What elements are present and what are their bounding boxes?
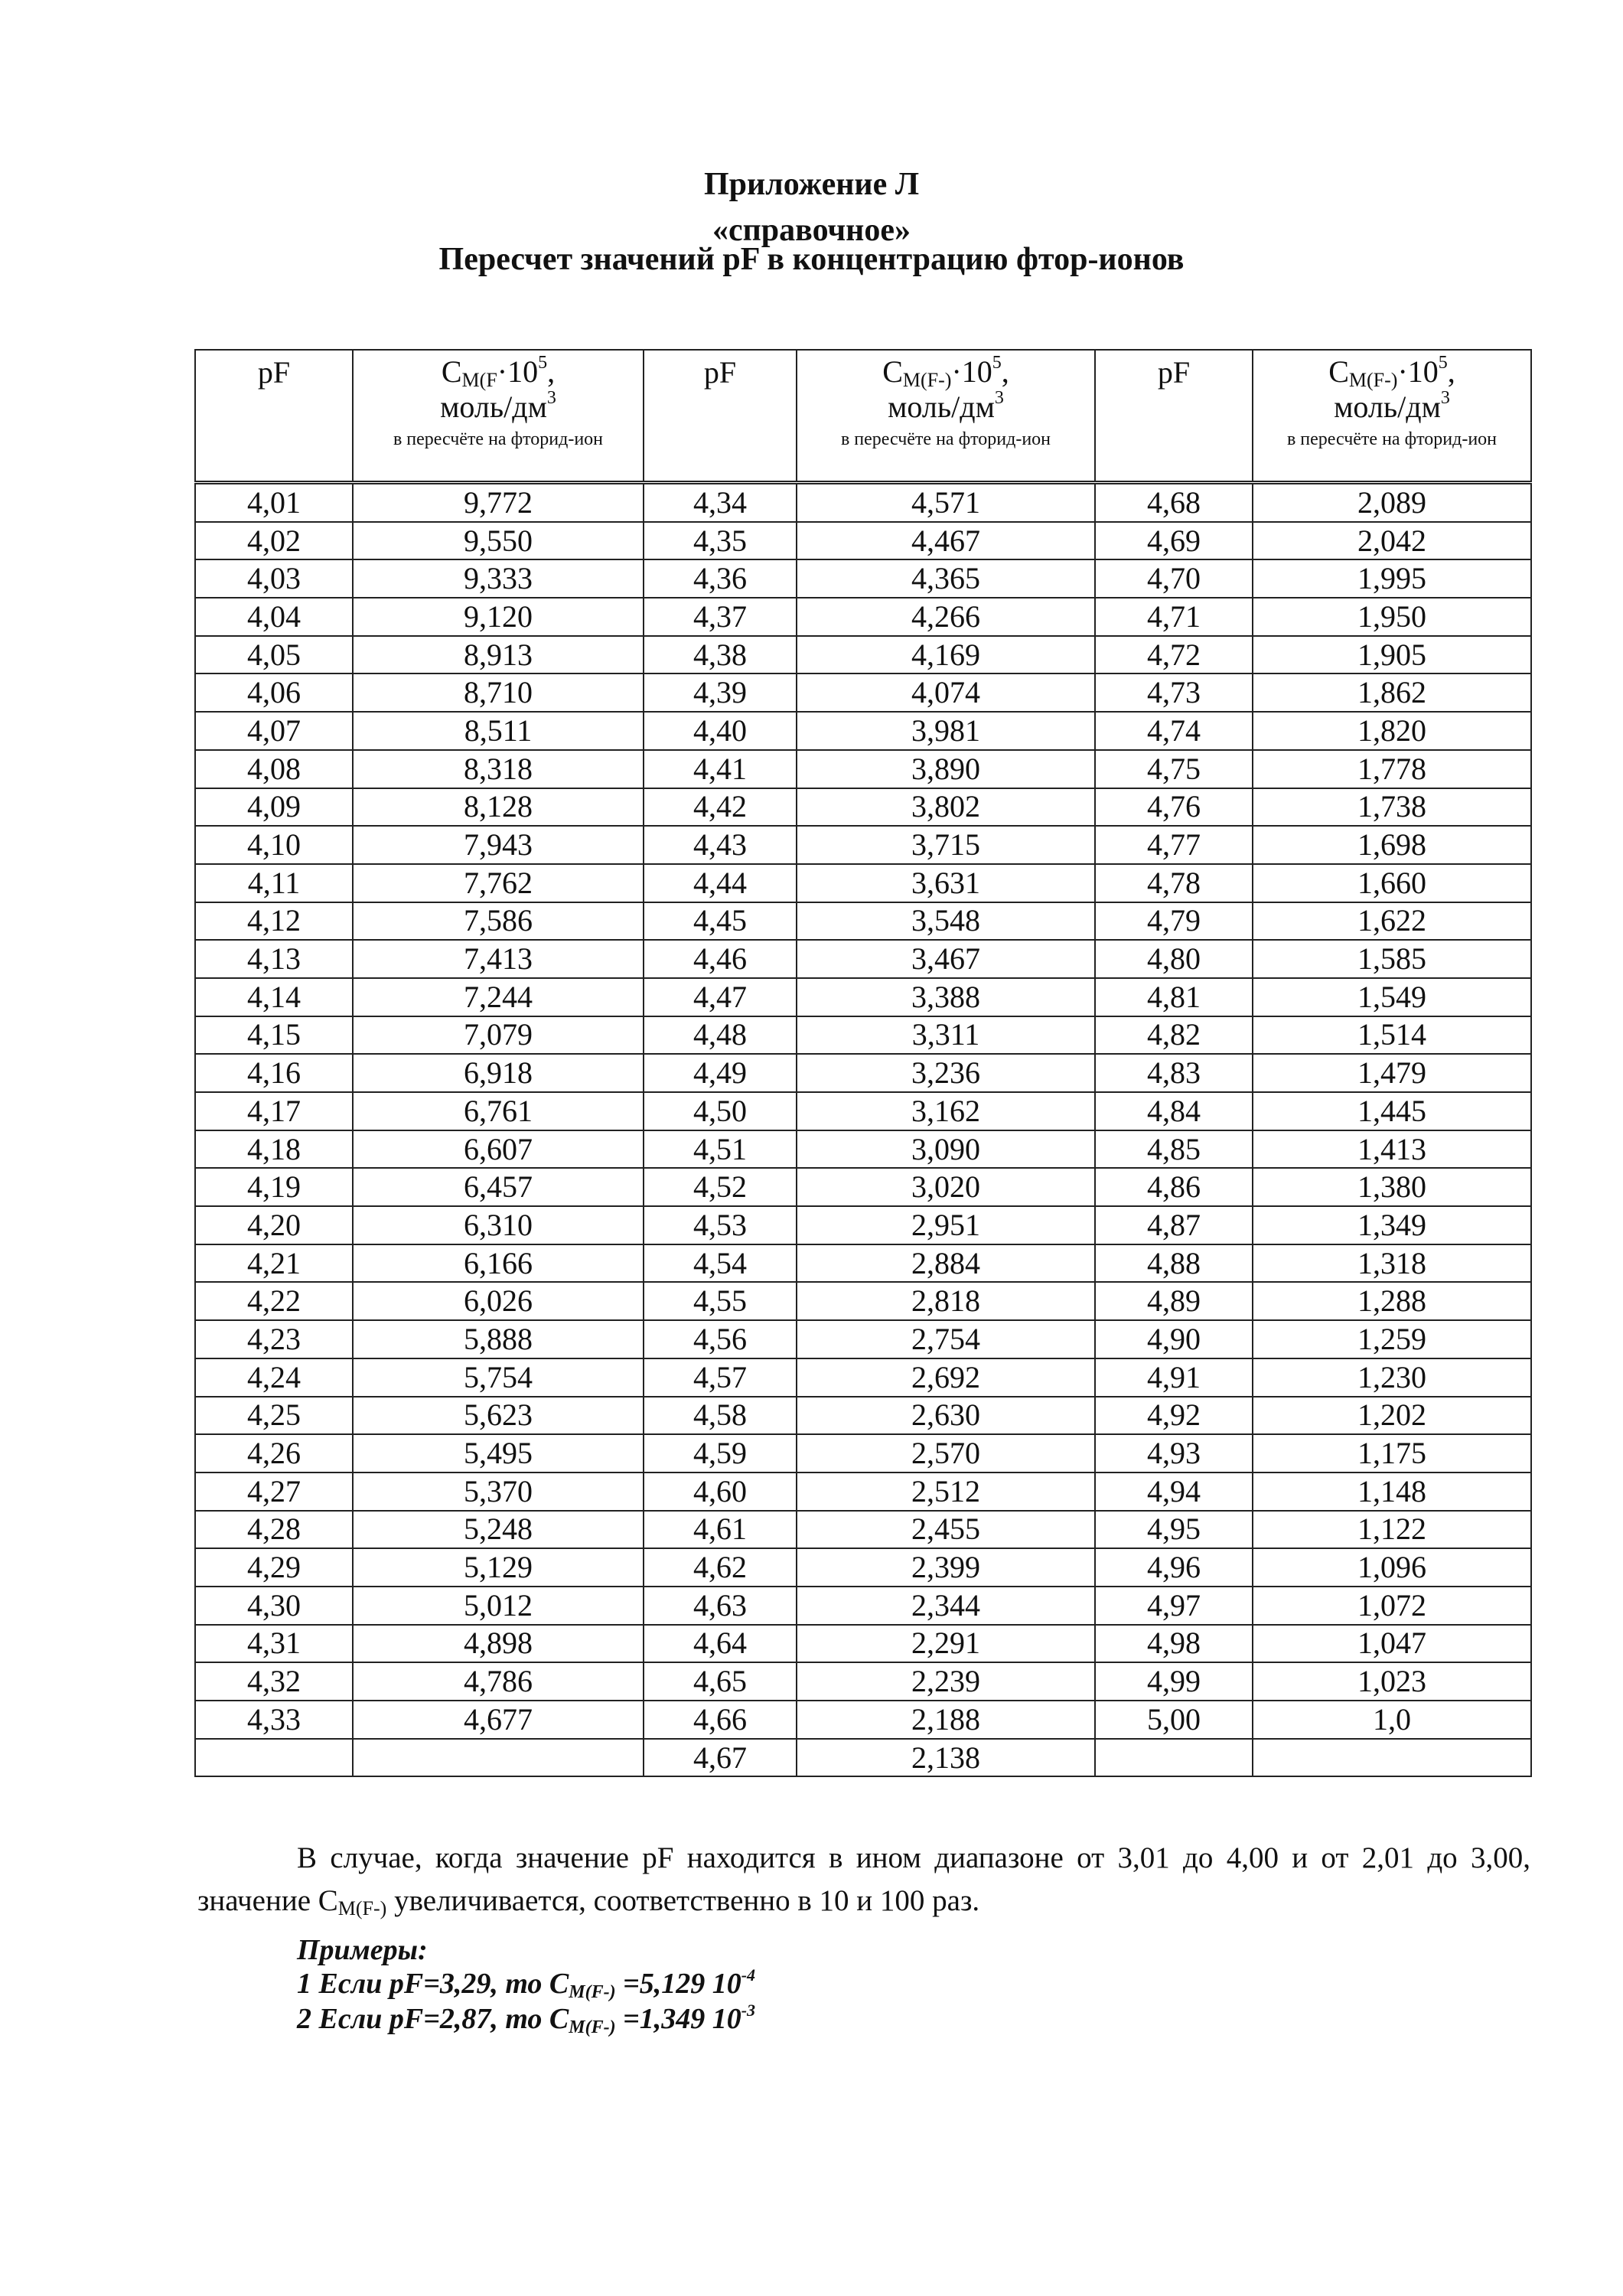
- appendix-title: Приложение Л: [703, 167, 920, 202]
- cell-pf3: 4,79: [1095, 902, 1253, 941]
- cell-c2: 2,754: [797, 1320, 1095, 1358]
- cell-c1: 5,754: [353, 1358, 644, 1397]
- table-row: [195, 1739, 1531, 1777]
- example-1: 1 Если pF=3,29, то $C_{M(F-)} =5,129$ $10^{-4}$: [297, 1965, 756, 2002]
- cell-c2: 2,455: [797, 1511, 1095, 1549]
- cell-pf2: 4,57: [644, 1358, 797, 1397]
- table-row: [195, 750, 1531, 788]
- cell-c2: 2,692: [797, 1358, 1095, 1397]
- cell-c3: 1,738: [1253, 788, 1531, 827]
- cell-pf3: 4,68: [1095, 483, 1253, 522]
- cell-c1: 6,026: [353, 1282, 644, 1320]
- cell-pf3: 4,70: [1095, 559, 1253, 598]
- cell-pf1: 4,02: [195, 522, 353, 560]
- cell-pf3: 4,80: [1095, 940, 1253, 978]
- table-row: [195, 1016, 1531, 1055]
- cell-c2: 3,981: [797, 712, 1095, 750]
- table-row: [195, 1473, 1531, 1511]
- cell-pf1: 4,33: [195, 1701, 353, 1739]
- cell-c3: 1,288: [1253, 1282, 1531, 1320]
- cell-c2: 3,388: [797, 978, 1095, 1016]
- cell-c2: 4,467: [797, 522, 1095, 560]
- cell-c3: 1,660: [1253, 864, 1531, 902]
- example-2: 2 Если pF=2,87, то $C_{M(F-)} =1,349$ $10^{-3}$: [297, 2001, 756, 2037]
- cell-pf2: 4,66: [644, 1701, 797, 1739]
- cell-c2: 3,802: [797, 788, 1095, 827]
- cell-pf2: 4,46: [644, 940, 797, 978]
- cell-pf1: 4,08: [195, 750, 353, 788]
- cell-pf1: 4,05: [195, 636, 353, 674]
- table-row: [195, 1434, 1531, 1473]
- cell-pf3: 4,84: [1095, 1092, 1253, 1130]
- appendix-status: «справочное»: [712, 213, 911, 248]
- table-caption: Пересчет значений pF в концентрацию фтор-ионов: [438, 242, 1185, 277]
- cell-pf3: 4,91: [1095, 1358, 1253, 1397]
- cell-pf3: 4,90: [1095, 1320, 1253, 1358]
- cell-c1: 6,918: [353, 1054, 644, 1092]
- cell-pf2: 4,61: [644, 1511, 797, 1549]
- cell-c1: 7,762: [353, 864, 644, 902]
- cell-pf2: 4,50: [644, 1092, 797, 1130]
- table-row: [195, 1244, 1531, 1283]
- cell-pf3: 4,99: [1095, 1662, 1253, 1701]
- cell-pf1: 4,16: [195, 1054, 353, 1092]
- cell-pf2: 4,54: [644, 1244, 797, 1283]
- cell-pf3: 4,97: [1095, 1587, 1253, 1625]
- cell-c3: 1,778: [1253, 750, 1531, 788]
- cell-c1: 9,333: [353, 559, 644, 598]
- cell-pf3: 4,96: [1095, 1548, 1253, 1587]
- header-concentration-2: $C_{M(F-)}\cdot 10^5$, моль/$дм^3$ в пересчёте на фторид-ион: [797, 350, 1095, 483]
- cell-c3: 1,413: [1253, 1130, 1531, 1169]
- cell-pf2: 4,41: [644, 750, 797, 788]
- cell-c3: 1,259: [1253, 1320, 1531, 1358]
- table-row: [195, 788, 1531, 827]
- cell-pf1: 4,13: [195, 940, 353, 978]
- cell-pf1: 4,30: [195, 1587, 353, 1625]
- cell-c2: 3,236: [797, 1054, 1095, 1092]
- cell-pf3: 4,83: [1095, 1054, 1253, 1092]
- cell-c3: 1,096: [1253, 1548, 1531, 1587]
- cell-c2: 4,169: [797, 636, 1095, 674]
- cell-pf3: [1095, 1739, 1253, 1777]
- cell-pf3: 4,92: [1095, 1397, 1253, 1435]
- cell-pf1: 4,32: [195, 1662, 353, 1701]
- conversion-table: [194, 349, 1532, 1777]
- table-row: [195, 1320, 1531, 1358]
- header-pf-2: pF: [644, 350, 797, 483]
- cell-pf2: 4,40: [644, 712, 797, 750]
- table-row: [195, 1168, 1531, 1206]
- cell-c2: 3,631: [797, 864, 1095, 902]
- cell-c2: 3,162: [797, 1092, 1095, 1130]
- cell-c2: 3,548: [797, 902, 1095, 941]
- cell-c2: 2,188: [797, 1701, 1095, 1739]
- cell-c3: 1,349: [1253, 1206, 1531, 1244]
- cell-c1: 8,710: [353, 673, 644, 712]
- cell-pf2: 4,55: [644, 1282, 797, 1320]
- cell-pf1: 4,25: [195, 1397, 353, 1435]
- cell-pf2: 4,49: [644, 1054, 797, 1092]
- header-concentration-1: $C_{M(F}\cdot 10^5$, моль/$дм^3$ в пересчёте на фторид-ион: [353, 350, 644, 483]
- cell-pf1: 4,27: [195, 1473, 353, 1511]
- header-concentration-3: $C_{M(F-)}\cdot 10^5$, моль/$дм^3$ в пересчёте на фторид-ион: [1253, 350, 1531, 483]
- cell-c3: 1,380: [1253, 1168, 1531, 1206]
- cell-pf2: 4,36: [644, 559, 797, 598]
- cell-c1: 6,761: [353, 1092, 644, 1130]
- cell-pf2: 4,52: [644, 1168, 797, 1206]
- cell-c3: 1,820: [1253, 712, 1531, 750]
- table-row: [195, 483, 1531, 522]
- cell-pf3: 4,74: [1095, 712, 1253, 750]
- cell-pf2: 4,47: [644, 978, 797, 1016]
- cell-c3: 1,202: [1253, 1397, 1531, 1435]
- cell-pf3: 4,76: [1095, 788, 1253, 827]
- cell-c1: 5,495: [353, 1434, 644, 1473]
- cell-c1: 4,898: [353, 1625, 644, 1663]
- cell-pf3: 4,69: [1095, 522, 1253, 560]
- cell-pf1: 4,04: [195, 598, 353, 636]
- cell-pf1: 4,01: [195, 483, 353, 522]
- cell-pf3: 4,78: [1095, 864, 1253, 902]
- cell-c1: [353, 1739, 644, 1777]
- cell-pf2: 4,51: [644, 1130, 797, 1169]
- table-header-row: [195, 350, 1531, 483]
- cell-c2: 2,951: [797, 1206, 1095, 1244]
- cell-c3: 1,905: [1253, 636, 1531, 674]
- cell-pf1: 4,17: [195, 1092, 353, 1130]
- cell-pf1: 4,12: [195, 902, 353, 941]
- cell-c3: 1,549: [1253, 978, 1531, 1016]
- cell-pf3: 4,94: [1095, 1473, 1253, 1511]
- cell-pf2: 4,64: [644, 1625, 797, 1663]
- cell-pf3: 4,86: [1095, 1168, 1253, 1206]
- examples-title: Примеры:: [297, 1934, 428, 1966]
- cell-pf2: 4,42: [644, 788, 797, 827]
- cell-c2: 3,090: [797, 1130, 1095, 1169]
- cell-pf3: 4,95: [1095, 1511, 1253, 1549]
- cell-c1: 7,244: [353, 978, 644, 1016]
- cell-pf3: 4,71: [1095, 598, 1253, 636]
- table-row: [195, 826, 1531, 864]
- cell-pf2: 4,39: [644, 673, 797, 712]
- cell-c3: 1,148: [1253, 1473, 1531, 1511]
- cell-pf1: 4,14: [195, 978, 353, 1016]
- cell-pf3: 4,72: [1095, 636, 1253, 674]
- cell-pf2: 4,62: [644, 1548, 797, 1587]
- table-row: [195, 636, 1531, 674]
- cell-pf1: 4,19: [195, 1168, 353, 1206]
- cell-c1: 9,772: [353, 483, 644, 522]
- cell-pf1: 4,22: [195, 1282, 353, 1320]
- cell-pf1: 4,03: [195, 559, 353, 598]
- cell-c3: 1,622: [1253, 902, 1531, 941]
- cell-pf2: 4,44: [644, 864, 797, 902]
- table-row: [195, 598, 1531, 636]
- cell-c2: 2,239: [797, 1662, 1095, 1701]
- cell-c1: 6,166: [353, 1244, 644, 1283]
- cell-pf2: 4,48: [644, 1016, 797, 1055]
- cell-pf3: 4,98: [1095, 1625, 1253, 1663]
- table-row: [195, 1282, 1531, 1320]
- cell-c1: 4,677: [353, 1701, 644, 1739]
- cell-pf3: 4,89: [1095, 1282, 1253, 1320]
- cell-pf3: 4,85: [1095, 1130, 1253, 1169]
- cell-pf3: 4,82: [1095, 1016, 1253, 1055]
- cell-pf1: 4,29: [195, 1548, 353, 1587]
- table-row: [195, 712, 1531, 750]
- cell-c3: 1,122: [1253, 1511, 1531, 1549]
- cell-c3: 1,950: [1253, 598, 1531, 636]
- cell-pf1: 4,28: [195, 1511, 353, 1549]
- cell-c3: 2,042: [1253, 522, 1531, 560]
- cell-pf2: 4,43: [644, 826, 797, 864]
- cell-c3: 1,175: [1253, 1434, 1531, 1473]
- cell-c3: [1253, 1739, 1531, 1777]
- table-row: [195, 673, 1531, 712]
- cell-c3: 1,995: [1253, 559, 1531, 598]
- cell-c3: 1,514: [1253, 1016, 1531, 1055]
- cell-c1: 8,913: [353, 636, 644, 674]
- table-body: [195, 483, 1531, 1777]
- table-row: [195, 1511, 1531, 1549]
- cell-c2: 2,630: [797, 1397, 1095, 1435]
- cell-pf1: 4,26: [195, 1434, 353, 1473]
- cell-c3: 2,089: [1253, 483, 1531, 522]
- cell-c1: 5,370: [353, 1473, 644, 1511]
- cell-pf2: 4,58: [644, 1397, 797, 1435]
- table-row: [195, 1662, 1531, 1701]
- cell-c2: 3,890: [797, 750, 1095, 788]
- cell-c3: 1,047: [1253, 1625, 1531, 1663]
- cell-pf3: 4,87: [1095, 1206, 1253, 1244]
- cell-c2: 2,512: [797, 1473, 1095, 1511]
- cell-pf2: 4,34: [644, 483, 797, 522]
- cell-c2: 4,074: [797, 673, 1095, 712]
- cell-c1: 7,943: [353, 826, 644, 864]
- table-row: [195, 864, 1531, 902]
- header-pf-3: pF: [1095, 350, 1253, 483]
- cell-pf1: 4,24: [195, 1358, 353, 1397]
- cell-pf2: 4,59: [644, 1434, 797, 1473]
- table-row: [195, 522, 1531, 560]
- cell-c2: 4,571: [797, 483, 1095, 522]
- cell-c2: 2,570: [797, 1434, 1095, 1473]
- cell-c1: 8,318: [353, 750, 644, 788]
- cell-c1: 7,413: [353, 940, 644, 978]
- cell-pf1: 4,31: [195, 1625, 353, 1663]
- table-row: [195, 1397, 1531, 1435]
- table-row: [195, 1054, 1531, 1092]
- table-row: [195, 1358, 1531, 1397]
- cell-pf3: 4,93: [1095, 1434, 1253, 1473]
- cell-c1: 6,607: [353, 1130, 644, 1169]
- cell-c3: 1,0: [1253, 1701, 1531, 1739]
- cell-c1: 6,457: [353, 1168, 644, 1206]
- cell-pf1: 4,10: [195, 826, 353, 864]
- table-row: [195, 1701, 1531, 1739]
- cell-c3: 1,479: [1253, 1054, 1531, 1092]
- cell-c1: 6,310: [353, 1206, 644, 1244]
- cell-pf2: 4,65: [644, 1662, 797, 1701]
- table-row: [195, 1130, 1531, 1169]
- cell-c2: 2,344: [797, 1587, 1095, 1625]
- cell-pf2: 4,35: [644, 522, 797, 560]
- cell-c2: 2,399: [797, 1548, 1095, 1587]
- cell-pf2: 4,37: [644, 598, 797, 636]
- cell-c2: 2,884: [797, 1244, 1095, 1283]
- cell-c2: 2,138: [797, 1739, 1095, 1777]
- cell-pf1: 4,09: [195, 788, 353, 827]
- table-row: [195, 559, 1531, 598]
- table-row: [195, 1587, 1531, 1625]
- cell-c1: 5,012: [353, 1587, 644, 1625]
- table-row: [195, 940, 1531, 978]
- header-pf-1: pF: [195, 350, 353, 483]
- cell-c3: 1,862: [1253, 673, 1531, 712]
- cell-c2: 3,467: [797, 940, 1095, 978]
- cell-c3: 1,698: [1253, 826, 1531, 864]
- cell-pf3: 5,00: [1095, 1701, 1253, 1739]
- table-row: [195, 1625, 1531, 1663]
- cell-pf2: 4,67: [644, 1739, 797, 1777]
- cell-c1: 5,248: [353, 1511, 644, 1549]
- cell-pf1: 4,06: [195, 673, 353, 712]
- cell-c3: 1,230: [1253, 1358, 1531, 1397]
- cell-c1: 5,888: [353, 1320, 644, 1358]
- cell-pf1: [195, 1739, 353, 1777]
- table-row: [195, 1092, 1531, 1130]
- cell-c3: 1,072: [1253, 1587, 1531, 1625]
- cell-c1: 9,550: [353, 522, 644, 560]
- cell-pf1: 4,07: [195, 712, 353, 750]
- cell-pf3: 4,73: [1095, 673, 1253, 712]
- cell-pf3: 4,81: [1095, 978, 1253, 1016]
- cell-c1: 7,586: [353, 902, 644, 941]
- cell-c3: 1,585: [1253, 940, 1531, 978]
- cell-pf2: 4,56: [644, 1320, 797, 1358]
- cell-pf1: 4,18: [195, 1130, 353, 1169]
- cell-c3: 1,023: [1253, 1662, 1531, 1701]
- cell-c1: 9,120: [353, 598, 644, 636]
- cell-c1: 7,079: [353, 1016, 644, 1055]
- cell-pf2: 4,38: [644, 636, 797, 674]
- cell-c2: 3,715: [797, 826, 1095, 864]
- table-row: [195, 902, 1531, 941]
- table-row: [195, 978, 1531, 1016]
- cell-c1: 5,623: [353, 1397, 644, 1435]
- cell-c2: 3,311: [797, 1016, 1095, 1055]
- cell-pf2: 4,45: [644, 902, 797, 941]
- cell-c2: 4,266: [797, 598, 1095, 636]
- cell-pf1: 4,15: [195, 1016, 353, 1055]
- cell-c1: 5,129: [353, 1548, 644, 1587]
- table-row: [195, 1206, 1531, 1244]
- cell-pf2: 4,63: [644, 1587, 797, 1625]
- cell-c2: 2,818: [797, 1282, 1095, 1320]
- cell-pf3: 4,75: [1095, 750, 1253, 788]
- cell-pf2: 4,60: [644, 1473, 797, 1511]
- cell-c2: 4,365: [797, 559, 1095, 598]
- cell-c3: 1,445: [1253, 1092, 1531, 1130]
- cell-pf3: 4,77: [1095, 826, 1253, 864]
- table-row: [195, 1548, 1531, 1587]
- cell-pf1: 4,21: [195, 1244, 353, 1283]
- cell-c1: 8,511: [353, 712, 644, 750]
- cell-c3: 1,318: [1253, 1244, 1531, 1283]
- cell-c2: 2,291: [797, 1625, 1095, 1663]
- cell-c1: 8,128: [353, 788, 644, 827]
- cell-c1: 4,786: [353, 1662, 644, 1701]
- cell-pf1: 4,23: [195, 1320, 353, 1358]
- cell-pf1: 4,20: [195, 1206, 353, 1244]
- cell-pf2: 4,53: [644, 1206, 797, 1244]
- cell-pf1: 4,11: [195, 864, 353, 902]
- range-note-paragraph: В случае, когда значение pF находится в ином диапазоне от 3,01 до 4,00 и от 2,01 до 3,00, значение $C_{M(F-)}$ увеличивается, соответственно в 10 и 100 раз.: [197, 1841, 1530, 1919]
- cell-pf3: 4,88: [1095, 1244, 1253, 1283]
- cell-c2: 3,020: [797, 1168, 1095, 1206]
